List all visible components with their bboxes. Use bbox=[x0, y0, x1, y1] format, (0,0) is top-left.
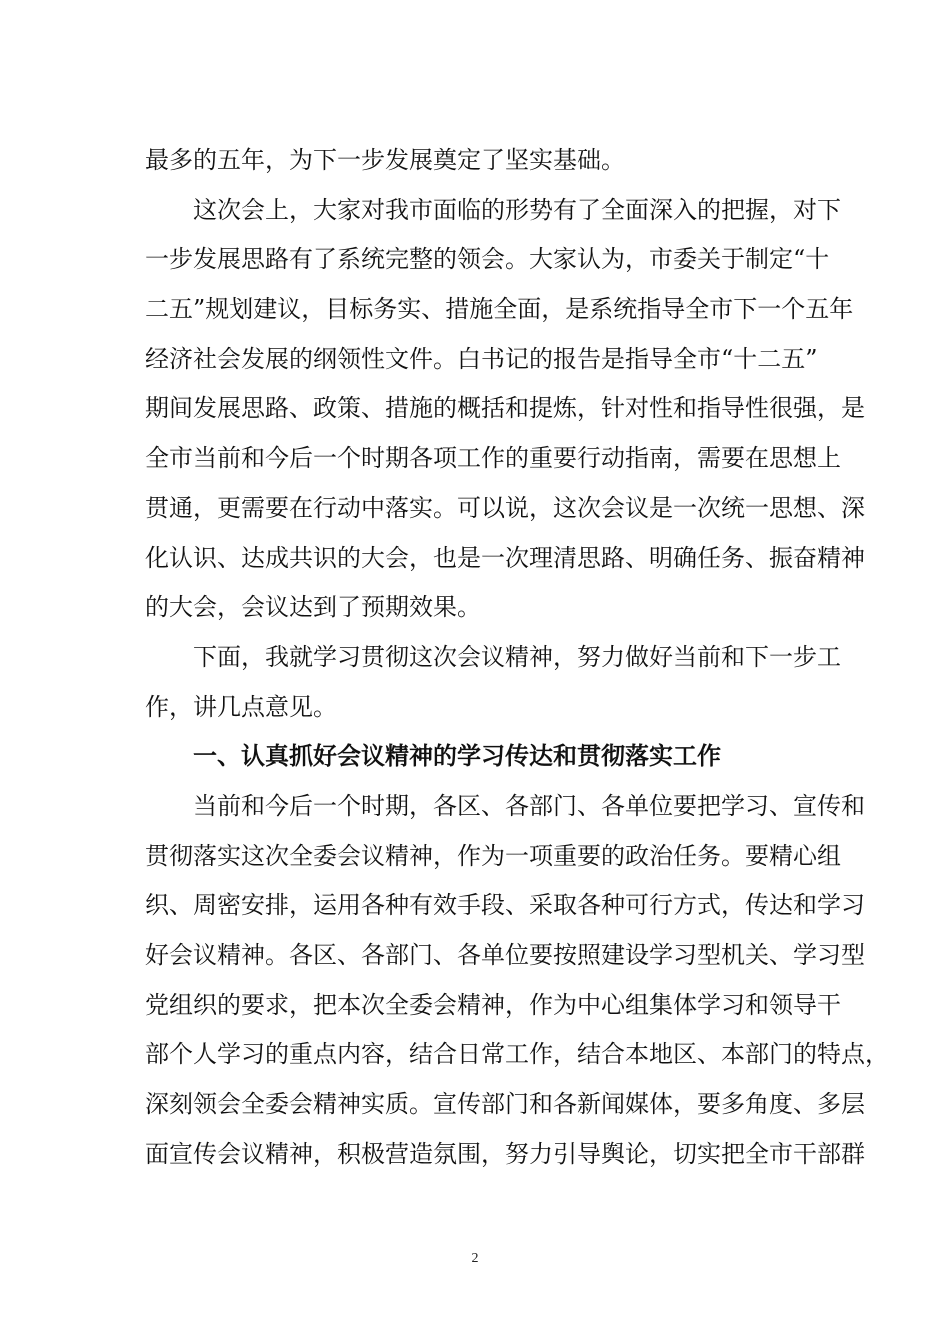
paragraph-line: 好会议精神。各区、各部门、各单位要按照建设学习型机关、学习型 bbox=[145, 941, 865, 969]
paragraph-line: 部个人学习的重点内容，结合日常工作，结合本地区、本部门的特点， bbox=[145, 1040, 889, 1069]
paragraph-line: 织、周密安排，运用各种有效手段、采取各种可行方式，传达和学习 bbox=[145, 891, 865, 920]
paragraph-line: 党组织的要求，把本次全委会精神，作为中心组集体学习和领导干 bbox=[145, 990, 841, 1019]
paragraph-line: 最多的五年，为下一步发展奠定了坚实基础。 bbox=[145, 146, 625, 174]
page-number: 2 bbox=[471, 1251, 479, 1266]
paragraph-line: 全市当前和今后一个时期各项工作的重要行动指南，需要在思想上 bbox=[145, 444, 841, 473]
paragraph-line: 经济社会发展的纲领性文件。白书记的报告是指导全市“十二五” bbox=[145, 344, 818, 373]
paragraph-line: 化认识、达成共识的大会，也是一次理清思路、明确任务、振奋精神 bbox=[145, 543, 865, 572]
paragraph-line: 下面，我就学习贯彻这次会议精神，努力做好当前和下一步工 bbox=[193, 642, 841, 671]
paragraph-line: 作，讲几点意见。 bbox=[145, 692, 337, 721]
body-text bbox=[145, 136, 889, 1179]
paragraph-line: 的大会，会议达到了预期效果。 bbox=[145, 593, 481, 622]
section-heading: 一、认真抓好会议精神的学习传达和贯彻落实工作 bbox=[193, 742, 721, 771]
paragraph-line: 面宣传会议精神，积极营造氛围，努力引导舆论，切实把全市干部群 bbox=[145, 1139, 865, 1168]
paragraph-line: 期间发展思路、政策、措施的概括和提炼，针对性和指导性很强，是 bbox=[145, 394, 865, 423]
paragraph-line: 深刻领会全委会精神实质。宣传部门和各新闻媒体，要多角度、多层 bbox=[145, 1090, 865, 1119]
paragraph-line: 二五”规划建议，目标务实、措施全面，是系统指导全市下一个五年 bbox=[145, 295, 854, 324]
paragraph-line: 这次会上，大家对我市面临的形势有了全面深入的把握，对下 bbox=[193, 195, 841, 224]
paragraph-line: 一步发展思路有了系统完整的领会。大家认为，市委关于制定“十 bbox=[145, 245, 830, 274]
paragraph-line: 当前和今后一个时期，各区、各部门、各单位要把学习、宣传和 bbox=[193, 791, 865, 820]
paragraph-line: 贯通，更需要在行动中落实。可以说，这次会议是一次统一思想、深 bbox=[145, 493, 865, 522]
paragraph-line: 贯彻落实这次全委会议精神，作为一项重要的政治任务。要精心组 bbox=[145, 841, 841, 870]
